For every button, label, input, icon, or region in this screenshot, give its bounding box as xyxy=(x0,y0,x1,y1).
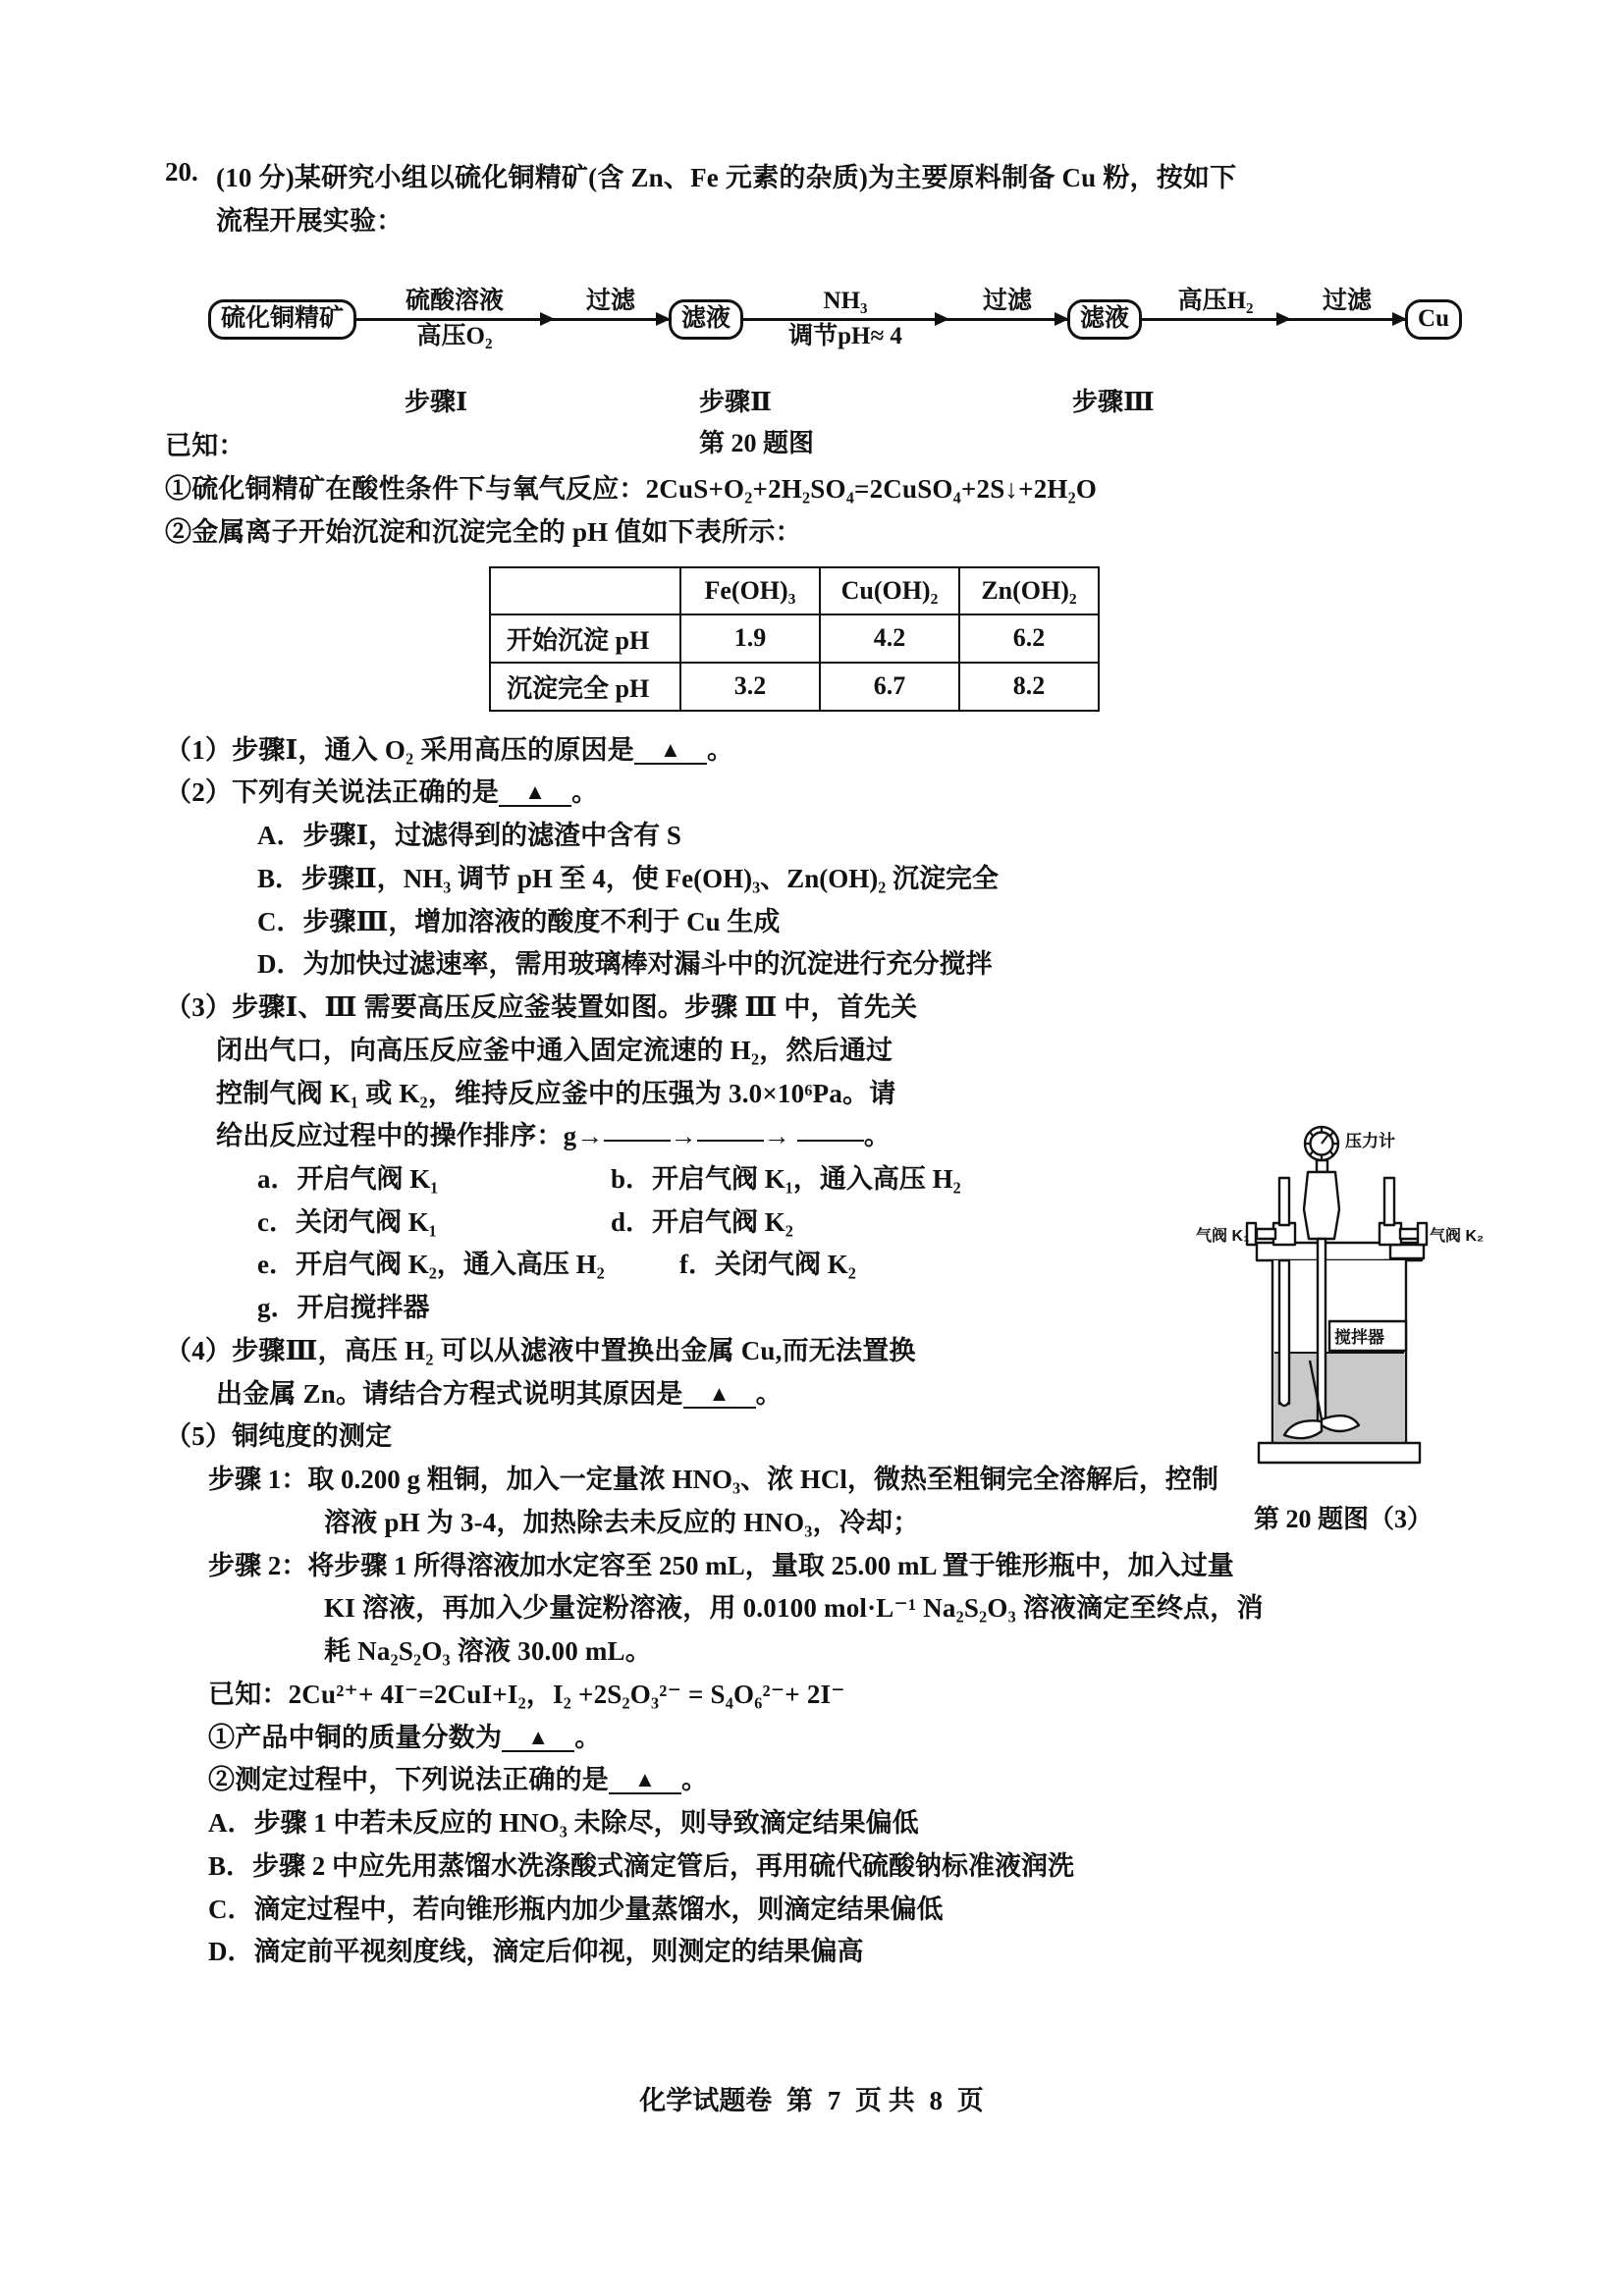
part-4-period: 。 xyxy=(755,1378,783,1409)
flow-arrow-step1 xyxy=(356,256,553,382)
table-col-header-feoh3: Fe(OH)₃ xyxy=(680,567,820,614)
footer-page-total: 8 xyxy=(929,2086,943,2115)
question-number: 20. xyxy=(165,157,198,187)
part-3-order-prefix: 给出反应过程中的操作排序：g→ xyxy=(216,1121,604,1151)
part-5-step-2-line-2: KI 溶液，再加入少量淀粉溶液，用 0.0100 mol·L⁻¹ Na₂S₂O₃ 溶液滴定至终点，消 xyxy=(324,1593,1264,1624)
part-5-step-2-label: 步骤 2： xyxy=(208,1550,308,1580)
part-4-line-2-text: 出金属 Zn。请结合方程式说明其原因是 xyxy=(216,1378,683,1409)
table-corner-cell xyxy=(490,567,680,614)
part-2-answer-blank[interactable]: ▲ xyxy=(499,781,571,807)
part-2-period: 。 xyxy=(571,777,599,808)
part-5-known-label: 已知： xyxy=(208,1679,289,1709)
table-row xyxy=(490,663,1099,711)
part-5-sub-1-answer-blank[interactable]: ▲ xyxy=(502,1727,574,1752)
table-cell-complete-zn: 8.2 xyxy=(959,663,1099,711)
part-5-step-1-label: 步骤 1： xyxy=(208,1465,308,1495)
footer-page-suffix: 页 xyxy=(956,2086,984,2115)
table-row-label-start-precipitate: 开始沉淀 pH xyxy=(490,614,680,663)
part-3-line-1: 步骤Ⅰ、Ⅲ 需要高压反应釜装置如图。步骤 Ⅲ 中，首先关 xyxy=(232,992,918,1023)
part-2-option-b[interactable]: B．步骤Ⅱ，NH₃ 调节 pH 至 4，使 Fe(OH)₃、Zn(OH)₂ 沉淀完全 xyxy=(257,863,1000,893)
part-4-line-1: 步骤Ⅲ，高压 H₂ 可以从滤液中置换出金属 Cu,而无法置换 xyxy=(232,1335,916,1365)
part-5-step-1-line-2: 溶液 pH 为 3-4，加热除去未反应的 HNO₃，冷却； xyxy=(324,1507,920,1537)
footer-page-number: 7 xyxy=(827,2086,841,2115)
part-3-option-f[interactable]: f．关闭气阀 K₂ xyxy=(679,1250,856,1280)
part-3 xyxy=(165,987,1471,1030)
stirrer-label: 搅拌器 xyxy=(1334,1328,1384,1347)
table-col-header-cuoh2: Cu(OH)₂ xyxy=(820,567,959,614)
part-3-order-blank-3[interactable] xyxy=(797,1120,864,1142)
part-5-option-c[interactable]: C．滴定过程中，若向锥形瓶内加少量蒸馏水，则滴定结果偏低 xyxy=(208,1894,944,1924)
part-5-step-2-line-3: 耗 Na₂S₂O₃ 溶液 30.00 mL。 xyxy=(324,1636,652,1667)
pressure-gauge-label: 压力计 xyxy=(1345,1132,1395,1150)
part-4-answer-blank[interactable]: ▲ xyxy=(683,1383,756,1409)
flow-arrow-step2 xyxy=(743,256,947,382)
process-flow-diagram xyxy=(208,256,1471,382)
part-1-text: 步骤Ⅰ，通入 O₂ 采用高压的原因是 xyxy=(232,734,634,765)
known-item-1 xyxy=(165,468,1471,511)
table-cell-start-cu: 4.2 xyxy=(820,614,959,663)
flow-arrow-step3-above: 高压H₂ xyxy=(1177,287,1254,314)
part-4-label: （4） xyxy=(165,1335,233,1365)
part-2 xyxy=(165,772,1471,815)
part-3-option-c[interactable]: c．关闭气阀 K₁ xyxy=(257,1206,437,1237)
footer-page-mid: 页 共 xyxy=(855,2086,915,2115)
table-cell-start-zn: 6.2 xyxy=(959,614,1099,663)
page-footer xyxy=(0,2079,1623,2117)
question-stem-line-2: 流程开展实验： xyxy=(216,205,404,236)
part-1 xyxy=(165,729,1471,773)
part-5-sub-2-period: 。 xyxy=(681,1765,709,1795)
flow-step-label-2: 步骤Ⅱ xyxy=(699,388,772,417)
table-cell-complete-cu: 6.7 xyxy=(820,663,959,711)
part-3-order-period: 。 xyxy=(863,1121,892,1151)
part-3-line-2: 闭出气口，向高压反应釜中通入固定流速的 H₂，然后通过 xyxy=(216,1035,893,1065)
part-5-step-1-line-1: 取 0.200 g 粗铜，加入一定量浓 HNO₃、浓 HCl，微热至粗铜完全溶解后，控制 xyxy=(307,1465,1218,1495)
flow-node-filtrate-1: 滤液 xyxy=(669,299,743,340)
part-5-label: （5） xyxy=(165,1421,233,1452)
gas-valve-k2-icon xyxy=(1380,1223,1427,1245)
flow-arrow-filter1-label: 过滤 xyxy=(586,287,636,314)
table-cell-start-fe: 1.9 xyxy=(680,614,820,663)
question-stem xyxy=(165,157,1471,242)
high-pressure-reactor-figure xyxy=(1196,1119,1490,1535)
part-1-label: （1） xyxy=(165,734,233,765)
part-2-option-d[interactable]: D．为加快过滤速率，需用玻璃棒对漏斗中的沉淀进行充分搅拌 xyxy=(257,949,993,980)
part-5-sub-1-text: ①产品中铜的质量分数为 xyxy=(208,1722,503,1752)
part-2-option-a[interactable]: A．步骤Ⅰ，过滤得到的滤渣中含有 S xyxy=(257,821,681,851)
gas-valve-k1-icon xyxy=(1247,1223,1295,1245)
part-5-option-b[interactable]: B．步骤 2 中应先用蒸馏水洗涤酸式滴定管后，再用硫代硫酸钠标准液润洗 xyxy=(208,1850,1075,1881)
table-row xyxy=(490,614,1099,663)
part-5-known-equation: 2Cu²⁺+ 4I⁻=2CuI+I₂，I₂ +2S₂O₃²⁻ = S₄O₆²⁻+ 2I⁻ xyxy=(288,1679,845,1709)
part-3-order-arrow-2: → xyxy=(763,1121,790,1151)
part-5-option-a[interactable]: A．步骤 1 中若未反应的 HNO₃ 未除尽，则导致滴定结果偏低 xyxy=(208,1808,919,1839)
valve-k1-label: 气阀 K₁ xyxy=(1196,1228,1250,1245)
part-3-order-arrow-1: → xyxy=(670,1121,697,1151)
flow-arrow-step2-above: NH₃ xyxy=(823,287,868,314)
part-5-sub-1-period: 。 xyxy=(574,1722,602,1752)
part-3-option-d[interactable]: d．开启气阀 K₂ xyxy=(611,1206,793,1237)
flow-arrow-step1-below: 高压O₂ xyxy=(416,323,493,350)
part-5-title: 铜纯度的测定 xyxy=(232,1421,393,1452)
flow-node-filtrate-2: 滤液 xyxy=(1067,299,1142,340)
apparatus-figure-caption: 第 20 题图（3） xyxy=(1253,1505,1433,1533)
known-item-2: ②金属离子开始沉淀和沉淀完全的 pH 值如下表所示： xyxy=(165,516,802,547)
page-content xyxy=(165,157,1485,1974)
footer-page-prefix: 第 xyxy=(786,2086,813,2115)
part-5-step-2 xyxy=(165,1545,1471,1588)
flow-arrow-filter3 xyxy=(1289,256,1405,382)
part-2-text: 下列有关说法正确的是 xyxy=(232,777,500,808)
ph-value-table xyxy=(489,566,1100,712)
flow-figure-caption: 第 20 题图 xyxy=(699,429,815,458)
part-1-period: 。 xyxy=(706,734,734,765)
part-5-step-2-line-1: 将步骤 1 所得溶液加水定容至 250 mL，量取 25.00 mL 置于锥形瓶中，加入过量 xyxy=(307,1550,1234,1580)
part-3-option-g[interactable]: g．开启搅拌器 xyxy=(257,1293,430,1323)
part-3-order-blank-2[interactable] xyxy=(697,1120,764,1142)
flow-arrow-step2-below: 调节pH≈ 4 xyxy=(788,323,902,350)
part-5-known xyxy=(165,1674,1471,1717)
flow-step-label-1: 步骤Ⅰ xyxy=(405,388,468,417)
known-item-1-equation: 2CuS+O₂+2H₂SO₄=2CuSO₄+2S↓+2H₂O xyxy=(645,474,1098,505)
flow-node-ore: 硫化铜精矿 xyxy=(208,299,356,340)
flow-arrow-filter3-label: 过滤 xyxy=(1323,287,1373,314)
footer-subject: 化学试题卷 xyxy=(639,2086,773,2115)
table-row-label-complete-precipitate: 沉淀完全 pH xyxy=(490,663,680,711)
part-2-option-c[interactable]: C．步骤Ⅲ，增加溶液的酸度不利于 Cu 生成 xyxy=(257,906,781,936)
part-5-sub-2-answer-blank[interactable]: ▲ xyxy=(609,1769,681,1794)
table-header-row xyxy=(490,567,1099,614)
part-2-label: （2） xyxy=(165,777,233,808)
part-3-label: （3） xyxy=(165,992,233,1023)
flow-arrow-step1-above: 硫酸溶液 xyxy=(406,287,505,314)
part-3-option-a[interactable]: a．开启气阀 K₁ xyxy=(257,1164,439,1195)
valve-k2-label: 气阀 K₂ xyxy=(1430,1228,1485,1245)
flow-arrow-filter2 xyxy=(947,256,1067,382)
question-stem-line-1: (10 分)某研究小组以硫化铜精矿(含 Zn、Fe 元素的杂质)为主要原料制备 Cu 粉，按如下 xyxy=(216,163,1237,192)
part-3-line-3: 控制气阀 K₁ 或 K₂，维持反应釜中的压强为 3.0×10⁶Pa。请 xyxy=(216,1078,896,1108)
part-5-sub-2-text: ②测定过程中，下列说法正确的是 xyxy=(208,1765,609,1795)
part-5-sub-2 xyxy=(165,1759,1471,1802)
known-item-1-text: ①硫化铜精矿在酸性条件下与氧气反应： xyxy=(165,474,646,505)
pressure-gauge-icon xyxy=(1305,1127,1338,1172)
part-5-option-d[interactable]: D．滴定前平视刻度线，滴定后仰视，则测定的结果偏高 xyxy=(208,1937,864,1967)
flow-step-label-3: 步骤Ⅲ xyxy=(1072,388,1155,417)
flow-node-cu: Cu xyxy=(1405,299,1462,340)
table-col-header-znoh2: Zn(OH)₂ xyxy=(959,567,1099,614)
part-3-option-b[interactable]: b．开启气阀 K₁，通入高压 H₂ xyxy=(611,1164,961,1195)
part-3-option-e[interactable]: e．开启气阀 K₂，通入高压 H₂ xyxy=(257,1250,605,1280)
flow-arrow-filter1 xyxy=(553,256,669,382)
flow-step-labels xyxy=(208,382,1471,458)
table-cell-complete-fe: 3.2 xyxy=(680,663,820,711)
known-heading: 已知： xyxy=(165,431,245,461)
flow-arrow-filter2-label: 过滤 xyxy=(983,287,1033,314)
part-5-sub-1 xyxy=(165,1717,1471,1760)
flow-arrow-step3 xyxy=(1142,256,1289,382)
reactor-diagram-svg xyxy=(1196,1119,1490,1492)
part-3-order-blank-1[interactable] xyxy=(604,1120,671,1142)
part-1-answer-blank[interactable]: ▲ xyxy=(634,739,707,765)
